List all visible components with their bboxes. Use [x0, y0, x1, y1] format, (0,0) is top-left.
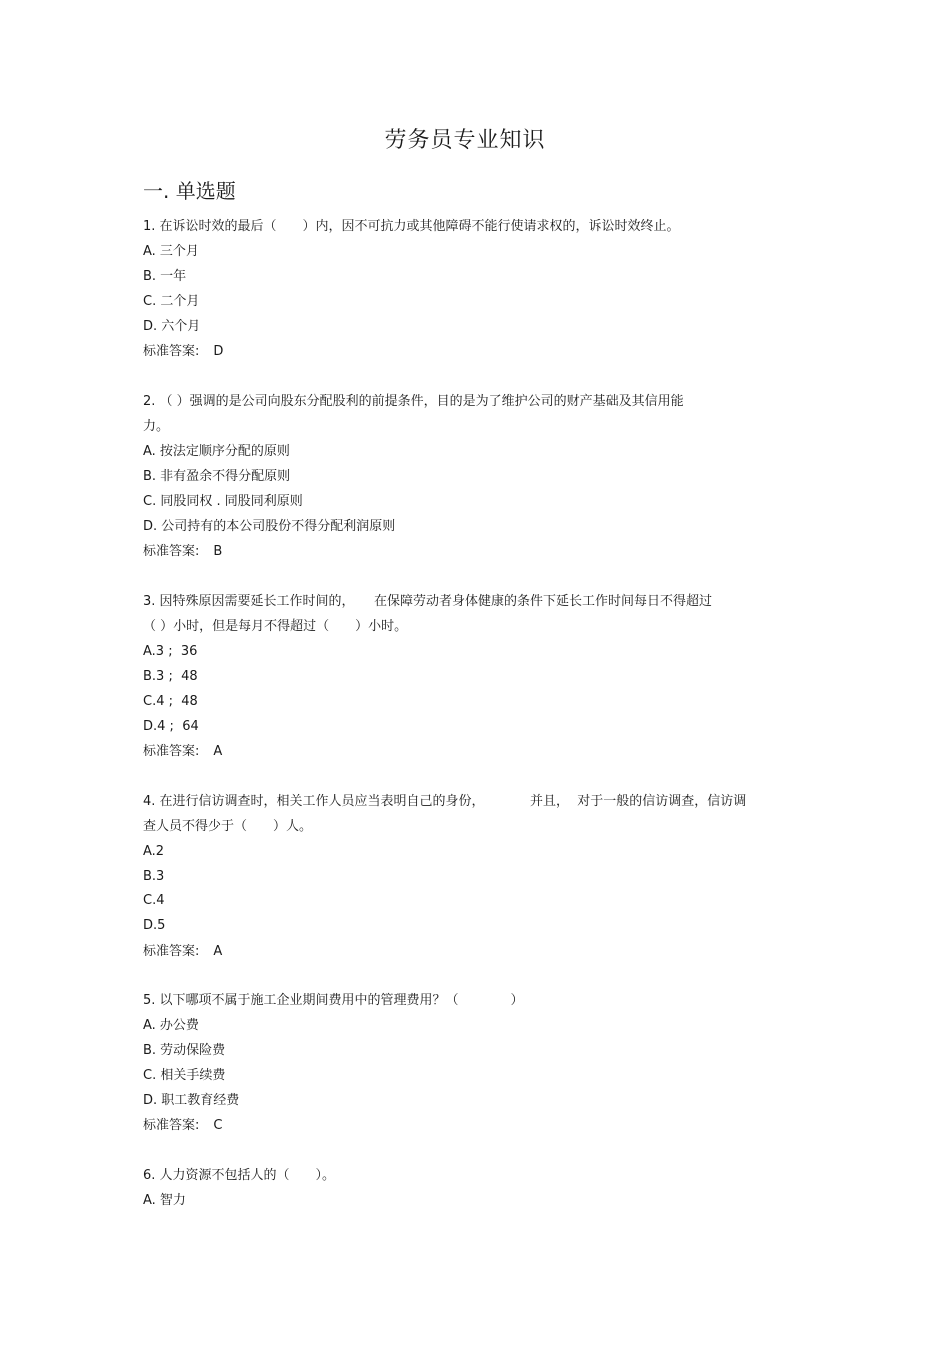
- answer-label: 标准答案:: [143, 1118, 200, 1133]
- question-3-stem-line-2: （ ）小时，但是每月不得超过（ ）小时。: [143, 619, 408, 634]
- question-2-option-a: A. 按法定顺序分配的原则: [143, 444, 290, 459]
- question-5-stem-line-1: 5. 以下哪项不属于施工企业期间费用中的管理费用？（ ）: [143, 993, 524, 1008]
- question-4-option-b: B.3: [143, 869, 165, 884]
- answer-label: 标准答案:: [143, 744, 200, 759]
- question-6-stem-line-1: 6. 人力资源不包括人的（ ）。: [143, 1168, 336, 1183]
- answer-label: 标准答案:: [143, 944, 200, 959]
- answer-label: 标准答案:: [143, 344, 200, 359]
- question-2-option-c: C. 同股同权 . 同股同利原则: [143, 494, 303, 509]
- question-3-answer: [143, 742, 222, 762]
- question-4-stem-line-1: 4. 在进行信访调查时，相关工作人员应当表明自己的身份， 并且， 对于一般的信访调查，信访调: [143, 794, 747, 809]
- question-5-option-c: C. 相关手续费: [143, 1068, 226, 1083]
- question-4-option-d: D.5: [143, 918, 166, 933]
- answer-value: A: [213, 944, 223, 959]
- answer-value: A: [213, 744, 223, 759]
- question-4-stem-line-2: 查人员不得少于（ ）人。: [143, 819, 313, 834]
- question-3-option-b: B.3 ; 48: [143, 669, 198, 684]
- question-1-option-d: D. 六个月: [143, 319, 201, 334]
- question-1-answer: [143, 342, 223, 362]
- question-4-answer: [143, 942, 222, 962]
- question-2-answer: [143, 542, 222, 562]
- question-2-option-d: D. 公司持有的本公司股份不得分配利润原则: [143, 519, 396, 534]
- question-5-option-a: A. 办公费: [143, 1018, 199, 1033]
- question-3-option-d: D.4 ; 64: [143, 719, 199, 734]
- question-3-stem-line-1: 3. 因特殊原因需要延长工作时间的， 在保障劳动者身体健康的条件下延长工作时间每日不得超过: [143, 594, 713, 609]
- question-3-option-c: C.4 ; 48: [143, 694, 198, 709]
- question-2-stem-line-1: 2. （ ）强调的是公司向股东分配股利的前提条件，目的是为了维护公司的财产基础及其信用能: [143, 394, 684, 409]
- question-3-option-a: A.3 ; 36: [143, 644, 198, 659]
- question-6-option-a: A. 智力: [143, 1193, 186, 1208]
- question-1-option-a: A. 三个月: [143, 244, 199, 259]
- question-4-option-c: C.4: [143, 893, 165, 908]
- question-1-option-b: B. 一年: [143, 269, 187, 284]
- question-2-stem-line-2: 力。: [143, 419, 170, 434]
- question-5-option-d: D. 职工教育经费: [143, 1093, 240, 1108]
- answer-value: C: [213, 1118, 223, 1133]
- answer-label: 标准答案:: [143, 544, 200, 559]
- question-5-answer: [143, 1116, 222, 1136]
- answer-value: D: [213, 344, 224, 359]
- document-title: 劳务员专业知识: [384, 128, 546, 153]
- question-1-option-c: C. 二个月: [143, 294, 200, 309]
- question-1-stem-line-1: 1. 在诉讼时效的最后（ ）内，因不可抗力或其他障碍不能行使请求权的，诉讼时效终止。: [143, 219, 680, 234]
- question-4-option-a: A.2: [143, 844, 165, 859]
- answer-value: B: [213, 544, 223, 559]
- question-2-option-b: B. 非有盈余不得分配原则: [143, 469, 291, 484]
- question-5-option-b: B. 劳动保险费: [143, 1043, 226, 1058]
- section-heading: 一. 单选题: [143, 179, 236, 203]
